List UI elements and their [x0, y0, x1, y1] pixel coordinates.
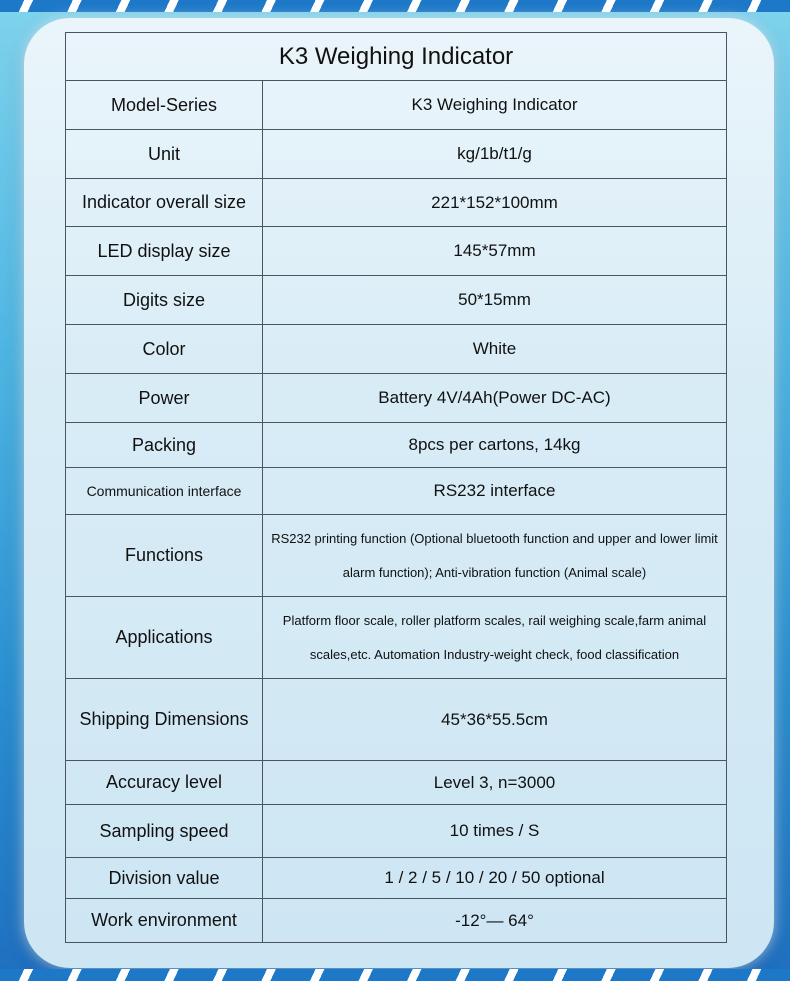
- row-label: Functions: [66, 515, 263, 597]
- table-title-row: [66, 33, 727, 81]
- row-value: 221*152*100mm: [263, 179, 727, 227]
- table-row: [66, 515, 727, 597]
- table-row: [66, 276, 727, 325]
- table-row: [66, 805, 727, 858]
- row-label: Communication interface: [66, 468, 263, 515]
- row-label: Indicator overall size: [66, 179, 263, 227]
- row-value: [263, 597, 727, 679]
- spec-table: [65, 32, 727, 943]
- row-value: 45*36*55.5cm: [263, 679, 727, 761]
- table-row: [66, 899, 727, 943]
- row-label: Division value: [66, 858, 263, 899]
- table-row: [66, 597, 727, 679]
- table-row: [66, 325, 727, 374]
- table-row: [66, 761, 727, 805]
- row-label: Power: [66, 374, 263, 423]
- row-label: Accuracy level: [66, 761, 263, 805]
- row-value: -12°— 64°: [263, 899, 727, 943]
- table-row: [66, 179, 727, 227]
- bottom-decorative-stripe: [0, 969, 790, 981]
- row-label: Packing: [66, 423, 263, 468]
- row-value: Battery 4V/4Ah(Power DC-AC): [263, 374, 727, 423]
- row-value: 8pcs per cartons, 14kg: [263, 423, 727, 468]
- table-row: [66, 130, 727, 179]
- table-row: [66, 858, 727, 899]
- table-row: [66, 423, 727, 468]
- applications-text: Platform floor scale, roller platform scales, rail weighing scale,farm animal scales,etc. Automation Industry-weight check, food classification: [282, 612, 707, 662]
- table-row: [66, 227, 727, 276]
- row-label: Digits size: [66, 276, 263, 325]
- row-label: Shipping Dimensions: [66, 679, 263, 761]
- row-value: RS232 interface: [263, 468, 727, 515]
- row-label: Work environment: [66, 899, 263, 943]
- row-label: Applications: [66, 597, 263, 679]
- functions-text: RS232 printing function (Optional bluetooth function and upper and lower limit alarm function); Anti-vibration function (Animal scale): [271, 530, 718, 580]
- table-row: [66, 81, 727, 130]
- table-row: [66, 468, 727, 515]
- row-value: [263, 515, 727, 597]
- table-row: [66, 374, 727, 423]
- row-value: Level 3, n=3000: [263, 761, 727, 805]
- row-value: kg/1b/t1/g: [263, 130, 727, 179]
- row-value: 1 / 2 / 5 / 10 / 20 / 50 optional: [263, 858, 727, 899]
- row-label: LED display size: [66, 227, 263, 276]
- row-label: Model-Series: [66, 81, 263, 130]
- row-value: K3 Weighing Indicator: [263, 81, 727, 130]
- row-value: 10 times / S: [263, 805, 727, 858]
- table-title: K3 Weighing Indicator: [66, 33, 727, 81]
- row-value: 145*57mm: [263, 227, 727, 276]
- top-decorative-stripe: [0, 0, 790, 12]
- table-row: [66, 679, 727, 761]
- row-label: Sampling speed: [66, 805, 263, 858]
- row-label: Unit: [66, 130, 263, 179]
- row-label: Color: [66, 325, 263, 374]
- row-value: 50*15mm: [263, 276, 727, 325]
- row-value: White: [263, 325, 727, 374]
